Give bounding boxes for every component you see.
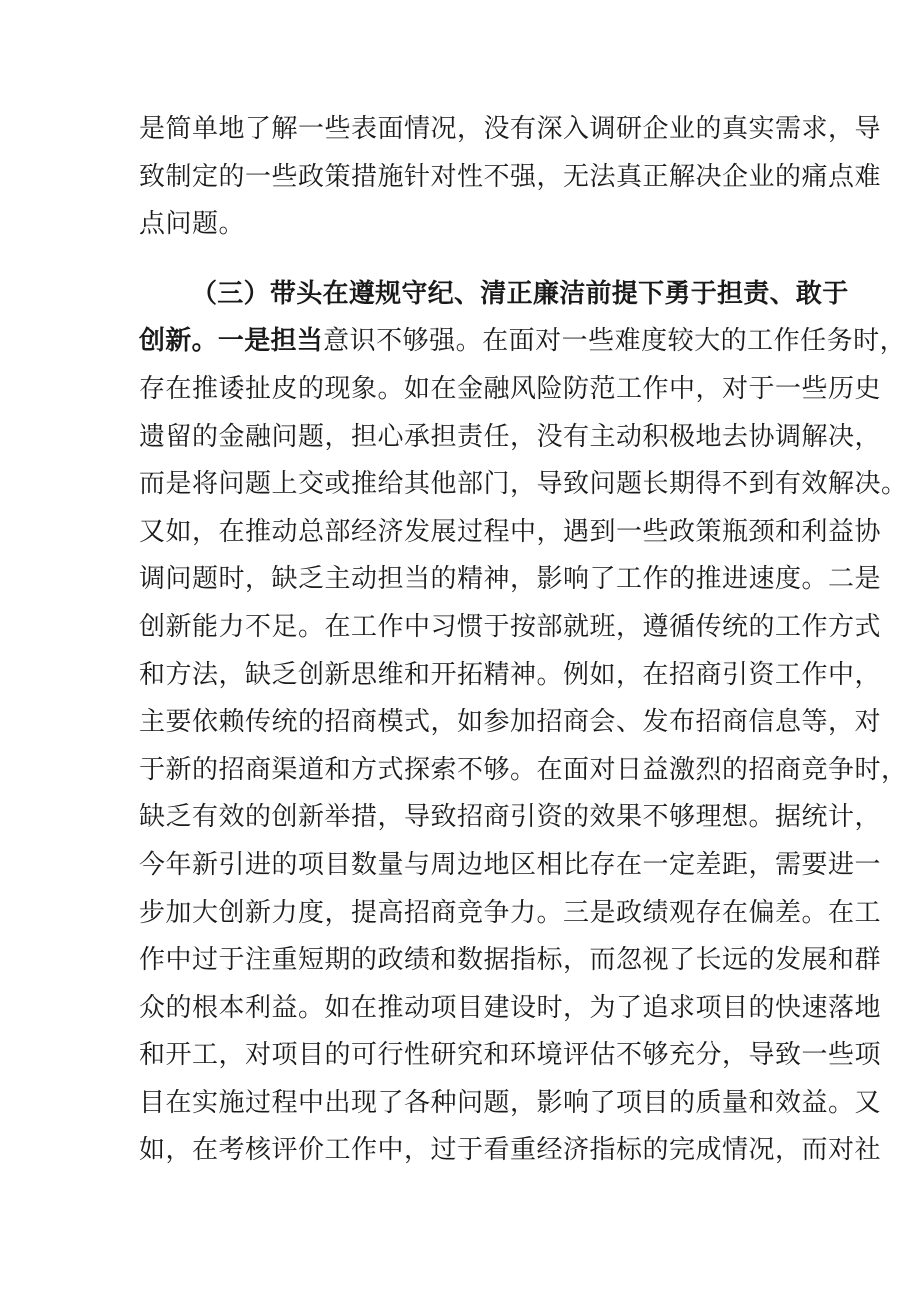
text-line: 遗留的金融问题，担心承担责任，没有主动积极地去协调解决， xyxy=(139,421,882,452)
heading-continuation-line xyxy=(139,318,907,366)
body-text xyxy=(139,106,908,1175)
text-line: 点问题。 xyxy=(139,209,246,240)
section-heading: （三）带头在遵规守纪、清正廉洁前提下勇于担责、敢于 xyxy=(191,278,849,309)
text-line: 致制定的一些政策措施针对性不强，无法真正解决企业的痛点难 xyxy=(139,161,882,192)
text-line: 又如，在推动总部经济发展过程中，遇到一些政策瓶颈和利益协 xyxy=(139,516,882,547)
text-line: 如，在考核评价工作中，过于看重经济指标的完成情况，而对社 xyxy=(139,1135,882,1166)
text-line: 存在推诿扯皮的现象。如在金融风险防范工作中，对于一些历史 xyxy=(139,373,882,404)
text-line: 和方法，缺乏创新思维和开拓精神。例如，在招商引资工作中， xyxy=(139,659,882,690)
text-line: 主要依赖传统的招商模式，如参加招商会、发布招商信息等，对 xyxy=(139,707,882,738)
text-line: 创新能力不足。在工作中习惯于按部就班，遵循传统的工作方式 xyxy=(139,611,882,642)
text-line: 今年新引进的项目数量与周边地区相比存在一定差距，需要进一 xyxy=(139,849,882,880)
text-line: 作中过于注重短期的政绩和数据指标，而忽视了长远的发展和群 xyxy=(139,945,882,976)
text-line: 调问题时，缺乏主动担当的精神，影响了工作的推进速度。二是 xyxy=(139,564,882,595)
paragraph-2 xyxy=(139,271,908,1175)
text-line: 步加大创新力度，提高招商竞争力。三是政绩观存在偏差。在工 xyxy=(139,897,882,928)
paragraph-gap xyxy=(139,249,787,271)
text-line: 和开工，对项目的可行性研究和环境评估不够充分，导致一些项 xyxy=(139,1040,882,1071)
text-line: 于新的招商渠道和方式探索不够。在面对日益激烈的招商竞争时， xyxy=(139,754,908,785)
heading-bold-text: 创新。一是担当 xyxy=(139,326,324,357)
paragraph-1 xyxy=(139,106,882,249)
text-line: 是简单地了解一些表面情况，没有深入调研企业的真实需求，导 xyxy=(139,114,882,144)
text-line: 缺乏有效的创新举措，导致招商引资的效果不够理想。据统计， xyxy=(139,802,882,833)
heading-rest-text: 意识不够强。在面对一些难度较大的工作任务时， xyxy=(323,326,907,357)
text-line: 而是将问题上交或推给其他部门，导致问题长期得不到有效解决。 xyxy=(139,469,908,500)
text-line: 目在实施过程中出现了各种问题，影响了项目的质量和效益。又 xyxy=(139,1087,882,1118)
text-line: 众的根本利益。如在推动项目建设时，为了追求项目的快速落地 xyxy=(139,992,882,1023)
